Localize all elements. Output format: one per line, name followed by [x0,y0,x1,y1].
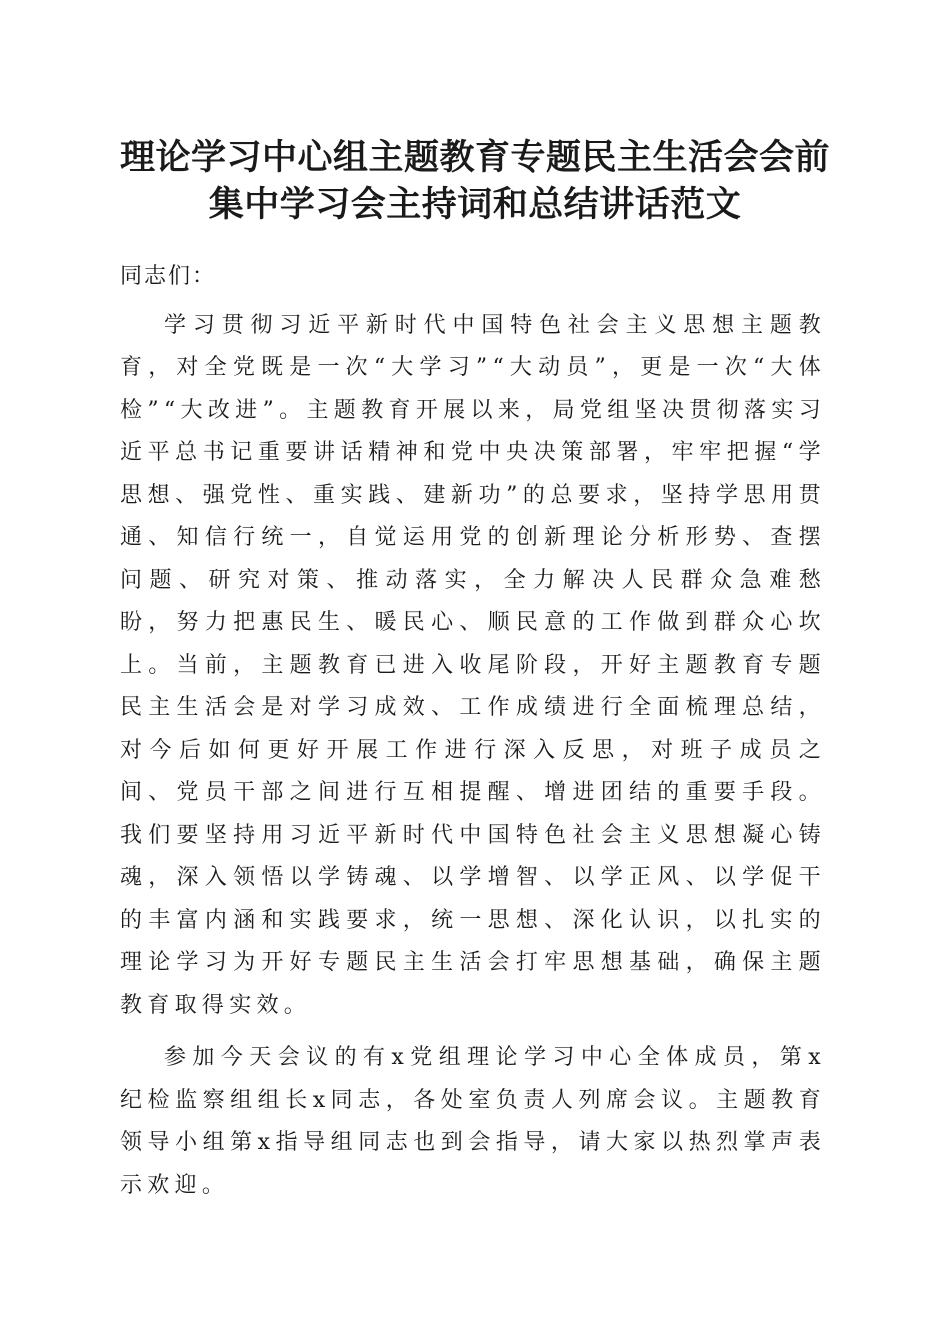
paragraph-attendees: 参加今天会议的有x党组理论学习中心全体成员，第x纪检监察组组长x同志，各处室负责人列席会议。主题教育领导小组第x指导组同志也到会指导，请大家以热烈掌声表示欢迎。 [120,1045,826,1198]
title-line-1: 理论学习中心组主题教育专题民主生活会会前 [119,137,830,178]
document-title [100,134,850,228]
document-body [120,256,826,1217]
salutation: 同志们： [120,264,217,289]
paragraph-intro: 学习贯彻习近平新时代中国特色社会主义思想主题教育，对全党既是一次“大学习”“大动员”，更是一次“大体检”“大改进”。主题教育开展以来，局党组坚决贯彻落实习近平总书记重要讲话精神和党中央决策部署，牢牢把握“学思想、强党性、重实践、建新功”的总要求，坚持学思用贯通、知信行统一，自觉运用党的创新理论分析形势、查摆问题、研究对策、推动落实，全力解决人民群众急难愁盼，努力把惠民生、暖民心、顺民意的工作做到群众心坎上。当前，主题教育已进入收尾阶段，开好主题教育专题民主生活会是对学习成效、工作成绩进行全面梳理总结，对今后如何更好开展工作进行深入反思，对班子成员之间、党员干部之间进行互相提醒、增进团结的重要手段。我们要坚持用习近平新时代中国特色社会主义思想凝心铸魂，深入领悟以学铸魂、以学增智、以学正风、以学促干的丰富内涵和实践要求，统一思想、深化认识，以扎实的理论学习为开好专题民主生活会打牢思想基础，确保主题教育取得实效。 [120,312,826,1018]
title-line-2: 集中学习会主持词和总结讲话范文 [208,184,742,225]
